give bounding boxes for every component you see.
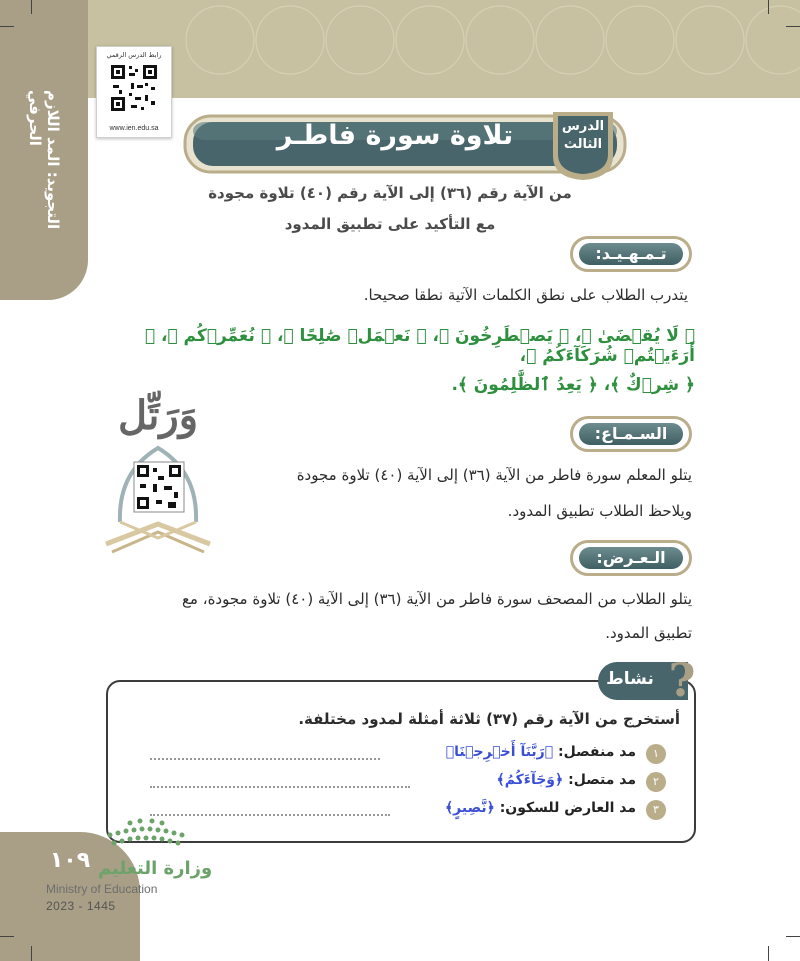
page-number: ١٠٩ — [49, 848, 91, 873]
presentation-text-line-2: تطبيق المدود. — [605, 624, 692, 642]
activity-answer-row[interactable] — [150, 772, 670, 796]
row-number-badge: ١ — [646, 744, 666, 764]
qr-caption: رابط الدرس الرقمي — [106, 51, 162, 59]
crop-mark — [768, 0, 769, 14]
activity-answer-row[interactable] — [150, 800, 670, 824]
crop-mark — [31, 0, 32, 14]
intro-text: يتدرب الطلاب على نطق الكلمات الآتية نطقا صحيحا. — [363, 286, 688, 304]
activity-answer-row[interactable] — [150, 744, 670, 768]
crop-mark — [786, 26, 800, 27]
badge-line-1: الدرس — [561, 119, 605, 134]
ministry-name-english: Ministry of Education — [46, 882, 158, 896]
section-tab-intro-label: تـمـهـيـد: — [579, 243, 683, 265]
section-tab-presentation-label: الـعـرض: — [579, 547, 683, 569]
answer-label: مد منفصل: — [558, 744, 636, 760]
answer-dotted-line — [150, 786, 410, 788]
lesson-number-label — [545, 118, 621, 154]
activity-question: أستخرج من الآية رقم (٣٧) ثلاثة أمثلة لمدود مختلفة. — [298, 710, 680, 728]
row-number-badge: ٣ — [646, 800, 666, 820]
crop-mark — [0, 936, 14, 937]
section-tab-listening-label: السـمـاع: — [579, 423, 683, 445]
qr-url: www.ien.edu.sa — [109, 125, 159, 132]
crop-mark — [768, 946, 769, 961]
answer-dotted-line — [150, 758, 380, 760]
lesson-subtitle-line-2: مع التأكيد على تطبيق المدود — [284, 215, 496, 233]
unit-side-title: التجويد: المد اللازم الحرفي — [26, 90, 62, 230]
badge-line-2: الثالث — [563, 137, 603, 152]
activity-label: نشاط — [606, 669, 654, 689]
answer-label: مد العارض للسكون: — [499, 800, 636, 816]
presentation-text-line-1: يتلو الطلاب من المصحف سورة فاطر من الآية (٣٦) إلى الآية (٤٠) تلاوة مجودة، مع — [181, 590, 692, 608]
lesson-subtitle-line-1: من الآية رقم (٣٦) إلى الآية رقم (٤٠) تلاوة مجودة — [208, 184, 572, 202]
listening-text-line-2: ويلاحظ الطلاب تطبيق المدود. — [507, 502, 692, 520]
qr-code-icon — [109, 63, 159, 113]
answer-label: مد متصل: — [568, 772, 636, 788]
crop-mark — [31, 946, 32, 961]
section-tab-intro — [570, 236, 692, 272]
ministry-logo-icon — [100, 815, 190, 855]
listening-text-line-1: يتلو المعلم سورة فاطر من الآية (٣٦) إلى الآية (٤٠) تلاوة مجودة — [296, 466, 692, 484]
emblem-word: وَرَتِّل — [117, 392, 199, 439]
intro-words-line-1: ﴿ لَا يُقۡضَىٰ ﴾، ﴿ يَصۡطَرِخُونَ ﴾، ﴿ نَعۡمَلۡ صَٰلِحًا ﴾، ﴿ نُعَمِّرۡكُم ﴾، ﴿ أَرَءَيۡتُمۡ شُرَكَآءَكُمُ ﴾، — [144, 326, 695, 366]
section-tab-listening — [570, 416, 692, 452]
answer-value: ﴿رَبَّنَآ أَخۡرِجۡنَا﴾ — [445, 744, 554, 760]
answer-value: ﴿نَّصِيرٍ﴾ — [444, 800, 495, 816]
section-tab-presentation — [570, 540, 692, 576]
intro-words-line-2: ﴿ شِرۡكٌ ﴾، ﴿ يَعِدُ ٱلظَّٰلِمُونَ ﴾. — [451, 375, 695, 395]
crop-mark — [0, 26, 14, 27]
crop-mark — [786, 936, 800, 937]
edition-year: 2023 - 1445 — [46, 899, 116, 913]
lesson-qr-card[interactable] — [96, 46, 172, 138]
question-mark-icon: ? — [668, 653, 696, 707]
answer-value: ﴿وَجَآءَكُمُ﴾ — [496, 772, 564, 788]
ministry-name-arabic: وزارة التعليم — [98, 858, 213, 879]
lesson-title: تلاوة سورة فاطـر — [276, 120, 514, 151]
row-number-badge: ٢ — [646, 772, 666, 792]
